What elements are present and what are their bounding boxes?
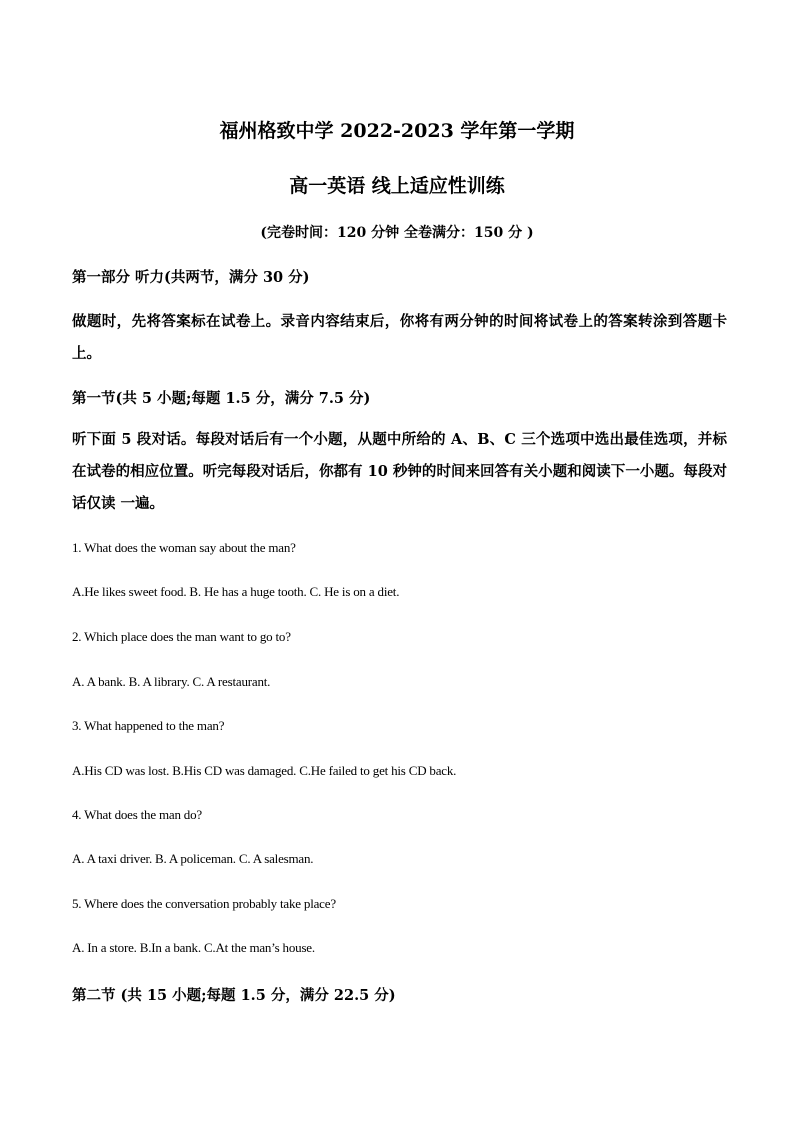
question-3: 3. What happened to the man? — [72, 718, 225, 733]
question-2: 2. Which place does the man want to go to? — [72, 629, 291, 644]
question-3-options: A.His CD was lost. B.His CD was damaged. C.He failed to get his CD back. — [72, 763, 457, 778]
section1-heading: 第一节(共 5 小题;每题 1.5 分，满分 7.5 分) — [72, 390, 371, 407]
question-4: 4. What does the man do? — [72, 807, 202, 822]
question-5-options: A. In a store. B.In a bank. C.At the man’s house. — [72, 940, 315, 955]
part1-instructions: 做题时，先将答案标在试卷上。录音内容结束后，你将有两分钟的时间将试卷上的答案转涂到答题卡上。 — [72, 313, 727, 362]
school-title: 福州格致中学 2022-2023 学年第一学期 — [219, 120, 575, 142]
question-5: 5. Where does the conversation probably take place? — [72, 896, 336, 911]
exam-info: (完卷时间：120 分钟 全卷满分：150 分 ) — [260, 225, 534, 241]
question-4-options: A. A taxi driver. B. A policeman. C. A salesman. — [72, 851, 314, 866]
section2-heading: 第二节 (共 15 小题;每题 1.5 分，满分 22.5 分) — [72, 987, 396, 1004]
section1-instructions: 听下面 5 段对话。每段对话后有一个小题，从题中所给的 A、B、C 三个选项中选出最佳选项，并标在试卷的相应位置。听完每段对话后，你都有 10 秒钟的时间来回答有关小题和阅读下一小题。每段对话仅读 一遍。 — [72, 431, 727, 512]
part1-heading: 第一部分 听力(共两节，满分 30 分) — [72, 269, 310, 286]
question-1: 1. What does the woman say about the man? — [72, 540, 296, 555]
exam-title: 高一英语 线上适应性训练 — [289, 175, 505, 197]
question-2-options: A. A bank. B. A library. C. A restaurant. — [72, 674, 271, 689]
question-1-options: A.He likes sweet food. B. He has a huge tooth. C. He is on a diet. — [72, 584, 400, 599]
